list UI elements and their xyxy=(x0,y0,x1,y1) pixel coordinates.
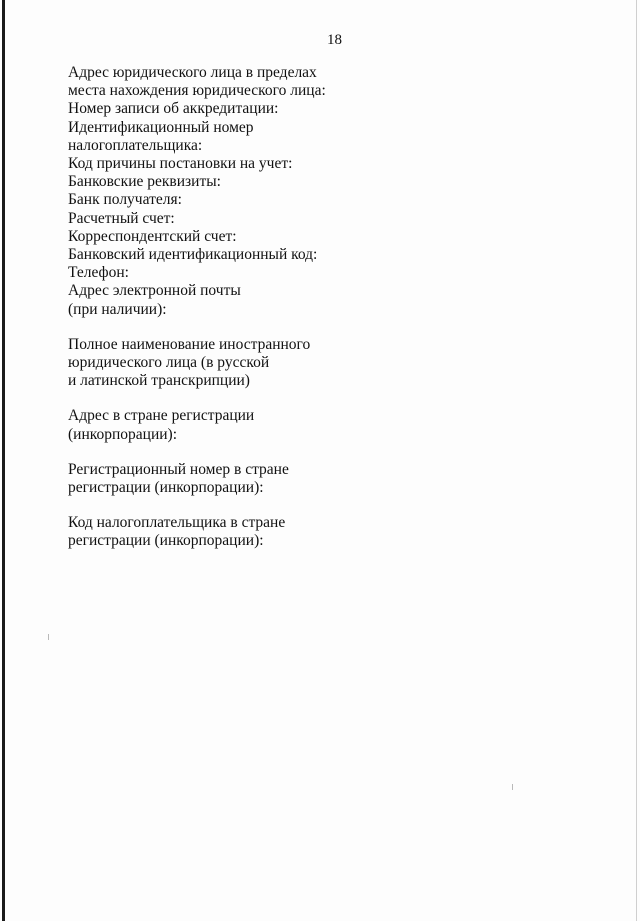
field-label-line: юридического лица (в русской xyxy=(68,354,270,372)
scan-border-left xyxy=(2,0,5,921)
field-label-line: (при наличии): xyxy=(68,300,167,318)
form-fields-list xyxy=(68,64,348,551)
field-label-line: Регистрационный номер в стране xyxy=(68,460,289,478)
field-label-line: Банковский идентификационный код: xyxy=(68,246,318,264)
field-label-line: Расчетный счет: xyxy=(68,209,175,227)
field-label-line: Код причины постановки на учет: xyxy=(68,155,293,173)
field-label-line: Корреспондентский счет: xyxy=(68,227,237,245)
field-label-line: регистрации (инкорпорации): xyxy=(68,532,264,550)
field-label-line: Адрес электронной почты xyxy=(68,282,241,300)
field-label-line: (инкорпорации): xyxy=(68,425,178,443)
scan-speck xyxy=(48,634,49,640)
field-group xyxy=(68,64,348,319)
field-label-line: Телефон: xyxy=(68,264,129,282)
field-label-line: Идентификационный номер xyxy=(68,118,254,136)
field-label-line: Номер записи об аккредитации: xyxy=(68,100,279,118)
field-label-line: места нахождения юридического лица: xyxy=(68,82,326,100)
field-label-line: регистрации (инкорпорации): xyxy=(68,479,264,497)
field-group xyxy=(68,336,348,391)
field-label-line: Адрес в стране регистрации xyxy=(68,407,255,425)
scan-border-right xyxy=(636,0,637,921)
field-label-line: Банковские реквизиты: xyxy=(68,173,221,191)
field-group xyxy=(68,407,348,443)
field-label-line: Банк получателя: xyxy=(68,191,182,209)
field-group xyxy=(68,514,348,550)
field-label-line: Код налогоплательщика в стране xyxy=(68,514,286,532)
field-label-line: Адрес юридического лица в пределах xyxy=(68,64,317,81)
page-number: 18 xyxy=(327,32,342,48)
field-label-line: Полное наименование иностранного xyxy=(68,335,311,353)
field-group xyxy=(68,461,348,497)
scan-speck xyxy=(512,784,513,790)
field-label-line: и латинской транскрипции) xyxy=(68,372,250,390)
field-label-line: налогоплательщика: xyxy=(68,136,203,154)
